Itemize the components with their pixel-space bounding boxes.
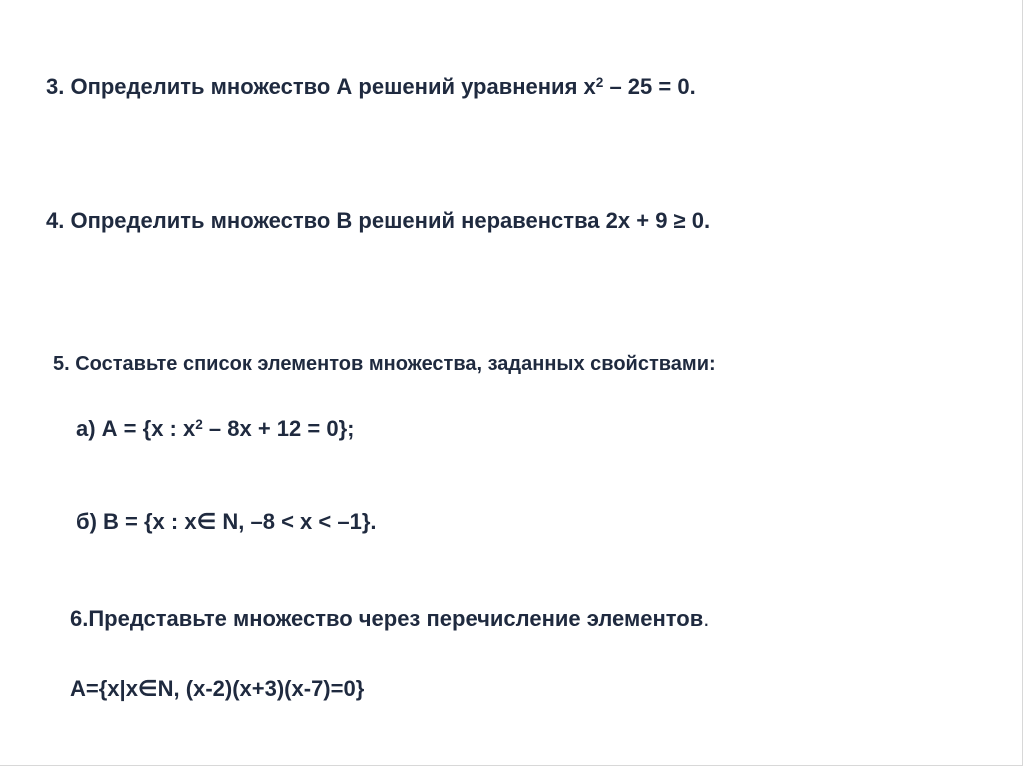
- task-5b-set: б) В = {х : х∈ N, –8 < х < –1}.: [76, 509, 377, 534]
- task-6-heading-period: .: [703, 606, 710, 631]
- task-4-inequality: 4. Определить множество В решений неравенства 2х + 9 ≥ 0.: [46, 208, 711, 233]
- task-6-set-expression: A={x|x∈N, (x-2)(x+3)(x-7)=0}: [70, 676, 365, 701]
- task-6-heading: [70, 608, 709, 630]
- task-5a-set: [76, 418, 354, 440]
- task-5a-text-end: – 8х + 12 = 0};: [202, 416, 355, 441]
- task-5a-text: а) А = {х : х: [76, 416, 196, 441]
- task-6-heading-text: 6.Представьте множество через перечисление элементов: [70, 606, 704, 631]
- task-5a-exponent: 2: [195, 416, 203, 432]
- task-5-heading: 5. Составьте список элементов множества, заданных свойствами:: [53, 353, 716, 375]
- task-3-text-end: – 25 = 0.: [603, 74, 696, 99]
- task-3-text: 3. Определить множество А решений уравнения х: [46, 74, 596, 99]
- task-3-equation: [46, 76, 696, 98]
- task-3-exponent: 2: [595, 74, 604, 90]
